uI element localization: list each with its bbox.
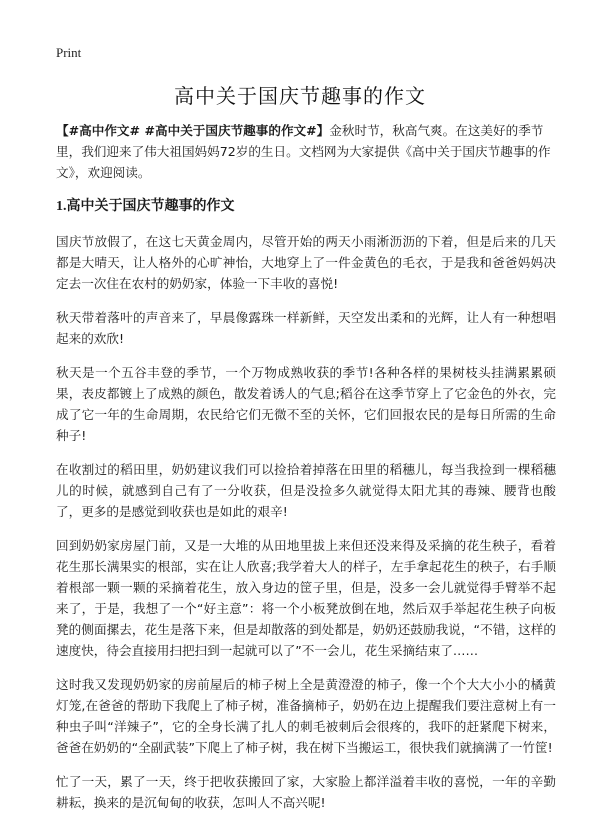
paragraph-2: 秋天带着落叶的声音来了，早晨像露珠一样新鲜，天空发出柔和的光辉，让人有一种想唱起来的欢欣! <box>56 310 556 346</box>
print-link[interactable]: Print <box>56 45 82 60</box>
section-heading: 1.高中关于国庆节趣事的作文 <box>56 199 235 214</box>
paragraph-6: 这时我又发现奶奶家的房前屋后的柿子树上全是黄澄澄的柿子，像一个个大大小小的橘黄灯笼,在爸爸的帮助下我爬上了柿子树，准备摘柿子，奶奶在边上提醒我们要注意树上有一种虫子叫“洋辣子”，它的全身长满了扎人的刺毛被刺后会很疼的，我吓的赶紧爬下树来，爸爸在奶奶的“全副武装”下爬上了柿子树，我在树下当搬运工，很快我们就摘满了一竹筐! <box>56 677 556 755</box>
intro-tag: 【#高中作文# #高中关于国庆节趣事的作文#】 <box>56 123 330 138</box>
paragraph-5: 回到奶奶家房屋门前，又是一大堆的从田地里拔上来但还没来得及采摘的花生秧子，看着花生那长满果实的根部，实在让人欣喜;我学着大人的样子，左手拿起花生的秧子，右手顺着根部一颗一颗的采摘着花生，放入身边的筐子里，但是，没多一会儿就觉得手臂举不起来了，于是，我想了一个“好主意”：将一个小板凳放倒在地，然后双手举起花生秧子向板凳的侧面摞去，花生是落下来，但是却散落的到处都是，奶奶还鼓励我说，“不错，这样的速度快，待会直接用扫把扫到一起就可以了”不一会儿，花生采摘结束了…… <box>56 538 556 658</box>
paragraph-4: 在收割过的稻田里，奶奶建议我们可以捡拾着掉落在田里的稻穗儿，每当我捡到一棵稻穗儿的时候，就感到自己有了一分收获，但是没捡多久就觉得太阳尤其的毒辣、腰背也酸了，更多的是感觉到收获也是如此的艰辛! <box>56 462 556 519</box>
article-title: 高中关于国庆节趣事的作文 <box>174 84 426 108</box>
article-intro <box>56 120 556 183</box>
paragraph-7: 忙了一天，累了一天，终于把收获搬回了家，大家脸上都洋溢着丰收的喜悦，一年的辛勤耕耘，换来的是沉甸甸的收获，怎叫人不高兴呢! <box>56 774 556 810</box>
article-body <box>56 120 556 826</box>
paragraph-1: 国庆节放假了，在这七天黄金周内，尽管开始的两天小雨淅沥沥的下着，但是后来的几天都是大晴天，让人格外的心旷神怡，大地穿上了一件金黄色的毛衣，于是我和爸爸妈妈决定去一次住在农村的奶奶家，体验一下丰收的喜悦! <box>56 234 556 291</box>
intro-text: 金秋时节，秋高气爽。在这美好的季节里，我们迎来了伟大祖国妈妈72岁的生日。文档网为大家提供《高中关于国庆节趣事的作文》，欢迎阅读。 <box>56 123 551 180</box>
paragraph-3: 秋天是一个五谷丰登的季节，一个万物成熟收获的季节!各种各样的果树枝头挂满累累硕果，表皮都镀上了成熟的颜色，散发着诱人的气息;稻谷在这季节穿上了它金色的外衣，完成了它一年的生命周期，农民给它们无微不至的关怀，它们回报农民的是每日所需的生命种子! <box>56 365 556 443</box>
